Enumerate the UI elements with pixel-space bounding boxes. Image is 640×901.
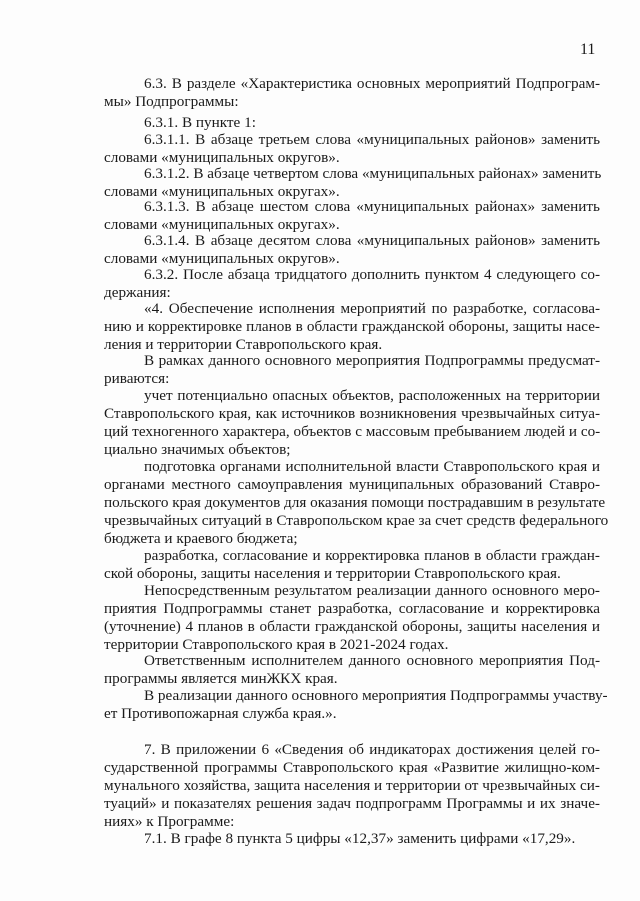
text-line: программы является минЖКХ края. (104, 670, 338, 687)
text-line: 6.3.1. В пункте 1: (144, 114, 256, 131)
text-line: словами «муниципальных округах». (104, 216, 340, 233)
text-line: туаций» и показателях решения задач подпрограмм Программы и их значе- (104, 795, 600, 812)
text-line: словами «муниципальных округах». (104, 183, 340, 200)
text-line: циально значимых объектов; (104, 441, 291, 458)
text-line: словами «муниципальных округов». (104, 250, 340, 267)
text-line: риваются: (104, 370, 170, 387)
text-line: подготовка органами исполнительной власти Ставропольского края и (144, 458, 600, 475)
text-line: словами «муниципальных округов». (104, 149, 340, 166)
text-line: чрезвычайных ситуаций в Ставропольском крае за счет средств федерального (104, 512, 609, 529)
text-line: польского края документов для оказания помощи пострадавшим в результате (104, 494, 606, 511)
text-line: ниях» к Программе: (104, 813, 235, 830)
text-line: сударственной программы Ставропольского края «Развитие жилищно-ком- (104, 759, 600, 776)
text-line: В рамках данного основного мероприятия Подпрограммы предусмат- (144, 352, 600, 369)
text-line: бюджета и краевого бюджета; (104, 530, 298, 547)
text-line: 6.3.2. После абзаца тридцатого дополнить пунктом 4 следующего со- (144, 266, 600, 283)
text-line: Ответственным исполнителем данного основного мероприятия Под- (144, 652, 600, 669)
text-line: ления и территории Ставропольского края. (104, 336, 383, 353)
text-line: мы» Подпрограммы: (104, 93, 239, 110)
text-line: 6.3.1.1. В абзаце третьем слова «муниципальных районов» заменить (144, 131, 600, 148)
text-line: ской обороны, защиты населения и территории Ставропольского края. (104, 565, 561, 582)
text-line: учет потенциально опасных объектов, расположенных на территории (144, 387, 600, 404)
text-line: «4. Обеспечение исполнения мероприятий по разработке, согласова- (144, 300, 600, 317)
text-line: Ставропольского края, как источников возникновения чрезвычайных ситуа- (104, 405, 600, 422)
text-line: территории Ставропольского края в 2021-2024 годах. (104, 636, 449, 653)
text-line: (уточнение) 4 планов в области гражданской обороны, защиты населения и (104, 618, 600, 635)
text-line: 6.3.1.4. В абзаце десятом слова «муниципальных районов» заменить (144, 232, 600, 249)
text-line: В реализации данного основного мероприятия Подпрограммы участву- (144, 687, 608, 704)
text-line: органами местного самоуправления муниципальных образований Ставро- (104, 476, 600, 493)
text-line: 7. В приложении 6 «Сведения об индикаторах достижения целей го- (144, 741, 600, 758)
text-line: нию и корректировке планов в области гражданской обороны, защиты насе- (104, 318, 600, 335)
text-line: держания: (104, 284, 171, 301)
text-line: Непосредственным результатом реализации данного основного меро- (144, 582, 600, 599)
text-line: мунального хозяйства, защита населения и территории от чрезвычайных си- (104, 777, 600, 794)
text-line: 7.1. В графе 8 пункта 5 цифры «12,37» заменить цифрами «17,29». (144, 830, 576, 847)
text-line: 6.3.1.2. В абзаце четвертом слова «муниципальных районах» заменить (144, 165, 602, 182)
text-line: ций техногенного характера, объектов с массовым пребыванием людей и со- (104, 423, 601, 440)
text-line: разработка, согласование и корректировка планов в области граждан- (144, 547, 600, 564)
text-line: 6.3. В разделе «Характеристика основных мероприятий Подпрограм- (144, 75, 600, 92)
text-line: 6.3.1.3. В абзаце шестом слова «муниципальных районах» заменить (144, 198, 600, 215)
text-line: ет Противопожарная служба края.». (104, 705, 337, 722)
page-number: 11 (580, 41, 596, 58)
text-line: приятия Подпрограммы станет разработка, согласование и корректировка (104, 600, 600, 617)
